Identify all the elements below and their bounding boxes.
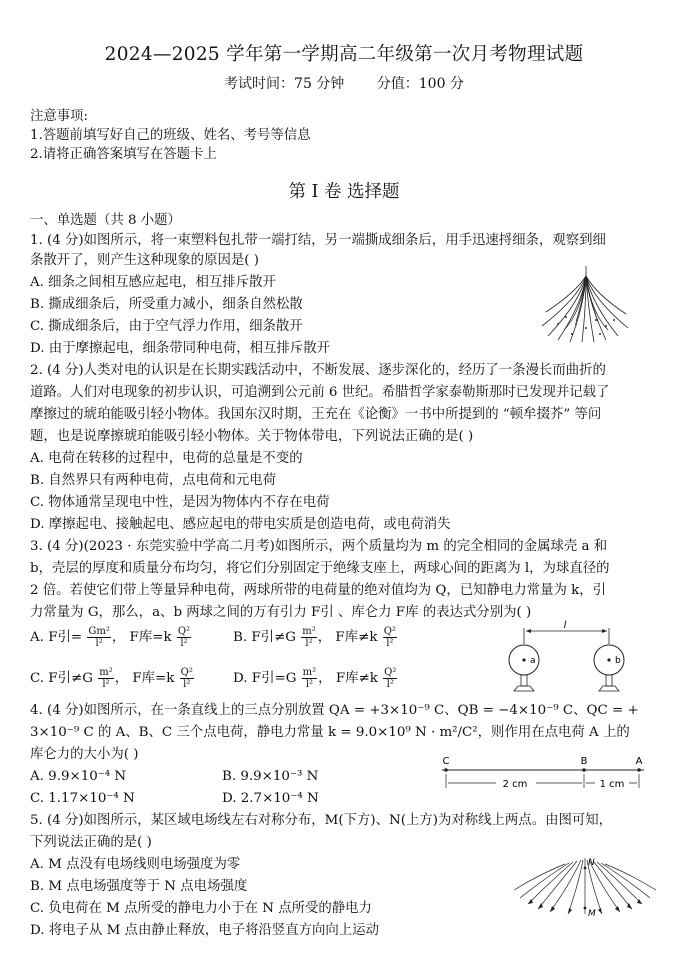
q1-stem: 1. (4 分)如图所示，将一束塑料包扎带一端打结，另一端撕成细条后，用手迅速捋细条，观察到细 [30,233,606,248]
notes-heading: 注意事项: [30,109,89,124]
q3-option-b: B. F引≠G $\frac{\text{m²}}{\text{l²}}$ ， F库≠k $\frac{\text{Q²}}{\text{l²}}$ [233,626,396,649]
q5-option-d: D. 将电子从 M 点由静止释放，电子将沿竖直方向向上运动 [30,923,379,938]
field-lines [514,858,656,914]
q2-option-d: D. 摩擦起电、接触起电、感应起电的带电实质是创造电荷，或电荷消失 [30,517,451,532]
distance-label: l [563,620,567,631]
q3-stem: b，壳层的厚度和质量分布均匀，将它们分别固定于绝缘支座上，两球心间的距离为 l，为球直径的 [30,561,610,576]
q1-tassel-figure [536,262,636,344]
q2-stem: 题，也是说摩擦琥珀能吸引轻小物体。关于物体带电，下列说法正确的是( ) [30,429,474,444]
q3-stem: 2 倍。若使它们带上等量异种电荷，两球所带的电荷量的绝对值均为 Q，已知静电力常量为 k，引 [30,583,607,598]
q4-stem: 3×10⁻⁹ C 的 A、B、C 三个点电荷，静电力常量 k = 9.0×10⁹ N · m²/C²，则作用在点电荷 A 上的 [30,725,630,740]
q4-stem: 库仑力的大小为( ) [30,747,139,762]
point-m-label: M [588,909,596,918]
q4-stem: 4. (4 分)如图所示，在一条直线上的三点分别放置 QA = +3×10⁻⁹ C、QB = −4×10⁻⁹ C、QC = + [30,703,639,718]
q5-option-a: A. M 点没有电场线则电场强度为零 [30,857,241,872]
point-m [584,907,587,910]
exam-time: 考试时间：75 分钟 [224,76,345,92]
part-heading: 一、单选题（共 8 小题） [30,213,181,228]
distance-cb: 2 cm [502,779,528,790]
point-n-label: N [588,858,595,868]
q3-option-a: A. F引= $\frac{\text{Gm²}}{\text{l²}}$ ， F库=k $\frac{\text{Q²}}{\text{l²}}$ [30,626,191,649]
note-item: 1.答题前填写好自己的班级、姓名、考号等信息 [30,128,311,143]
distance-ba: 1 cm [599,779,625,790]
q2-stem: 道路。人们对电现象的初步认识，可追溯到公元前 6 世纪。希腊哲学家泰勒斯那时已发现并记载了 [30,385,610,400]
q4-option-c: C. 1.17×10⁻⁴ N [30,791,135,806]
q4-option-b: B. 9.9×10⁻³ N [222,769,319,784]
tassel-strands [542,266,628,342]
sphere-b-label: b [615,656,621,666]
q3-stem: 力常量为 G，那么，a、b 两球之间的万有引力 F引 、库仑力 F库 的表达式分别为( ) [30,605,532,620]
q5-stem: 下列说法正确的是( ) [30,835,152,850]
q5-option-c: C. 负电荷在 M 点所受的静电力小于在 N 点所受的静电力 [30,901,372,916]
stand-b [606,675,612,686]
point-c [444,768,448,772]
exam-title: 2024—2025 学年第一学期高二年级第一次月考物理试题 [104,44,584,65]
point-b [582,768,586,772]
label-c: C [442,756,450,767]
q4-option-d: D. 2.7×10⁻⁴ N [222,791,319,806]
q1-option-a: A. 细条之间相互感应起电，相互排斥散开 [30,275,276,290]
q4-charges-figure [438,752,650,796]
exam-score: 分值：100 分 [376,76,464,92]
q3-option-d: D. F引=G $\frac{\text{m²}}{\text{l²}}$ ， F库≠k $\frac{\text{Q²}}{\text{l²}}$ [233,667,397,690]
point-n [584,867,587,870]
q1-option-c: C. 撕成细条后，由于空气浮力作用，细条散开 [30,319,303,334]
q5-stem: 5. (4 分)如图所示，某区域电场线左右对称分布，M(下方)、N(上方)为对称线上两点。由图可知， [30,813,613,828]
note-item: 2.请将正确答案填写在答题卡上 [30,147,217,162]
q1-option-d: D. 由于摩擦起电，细条带同种电荷，相互排斥散开 [30,341,330,356]
q5-field-lines-figure [510,854,660,918]
tassel-texture [557,316,615,335]
stand-a [521,675,527,686]
q2-stem: 2. (4 分)人类对电的认识是在长期实践活动中，不断发展、逐步深化的，经历了一条漫长而曲折的 [30,363,606,378]
label-b: B [580,756,588,767]
q3-option-c: C. F引≠G $\frac{\text{m²}}{\text{l²}}$ ， F库=k $\frac{\text{Q²}}{\text{l²}}$ [30,667,193,690]
q5-option-b: B. M 点电场强度等于 N 点电场强度 [30,879,248,894]
q3-spheres-figure [494,618,644,694]
label-a: A [635,756,643,767]
q4-option-a: A. 9.9×10⁻⁴ N [30,769,127,784]
section-title: 第 I 卷 选择题 [288,182,400,202]
q1-stem: 条散开了，则产生这种现象的原因是( ) [30,253,259,268]
point-a [637,768,641,772]
sphere-a-label: a [530,656,536,666]
q2-option-c: C. 物体通常呈现电中性，是因为物体内不存在电荷 [30,495,330,510]
q3-stem: 3. (4 分)(2023 · 东莞实验中学高二月考)如图所示，两个质量均为 m 的完全相同的金属球壳 a 和 [30,539,608,554]
q2-option-b: B. 自然界只有两种电荷，点电荷和元电荷 [30,473,276,488]
exam-info [0,73,688,93]
q1-option-b: B. 撕成细条后，所受重力减小，细条自然松散 [30,297,303,312]
q2-option-a: A. 电荷在转移的过程中，电荷的总量是不变的 [30,451,303,466]
q2-stem: 摩擦过的琥珀能吸引轻小物体。我国东汉时期，王充在《论衡》一书中所提到的 “顿牟掇芥” 等问 [30,407,602,422]
